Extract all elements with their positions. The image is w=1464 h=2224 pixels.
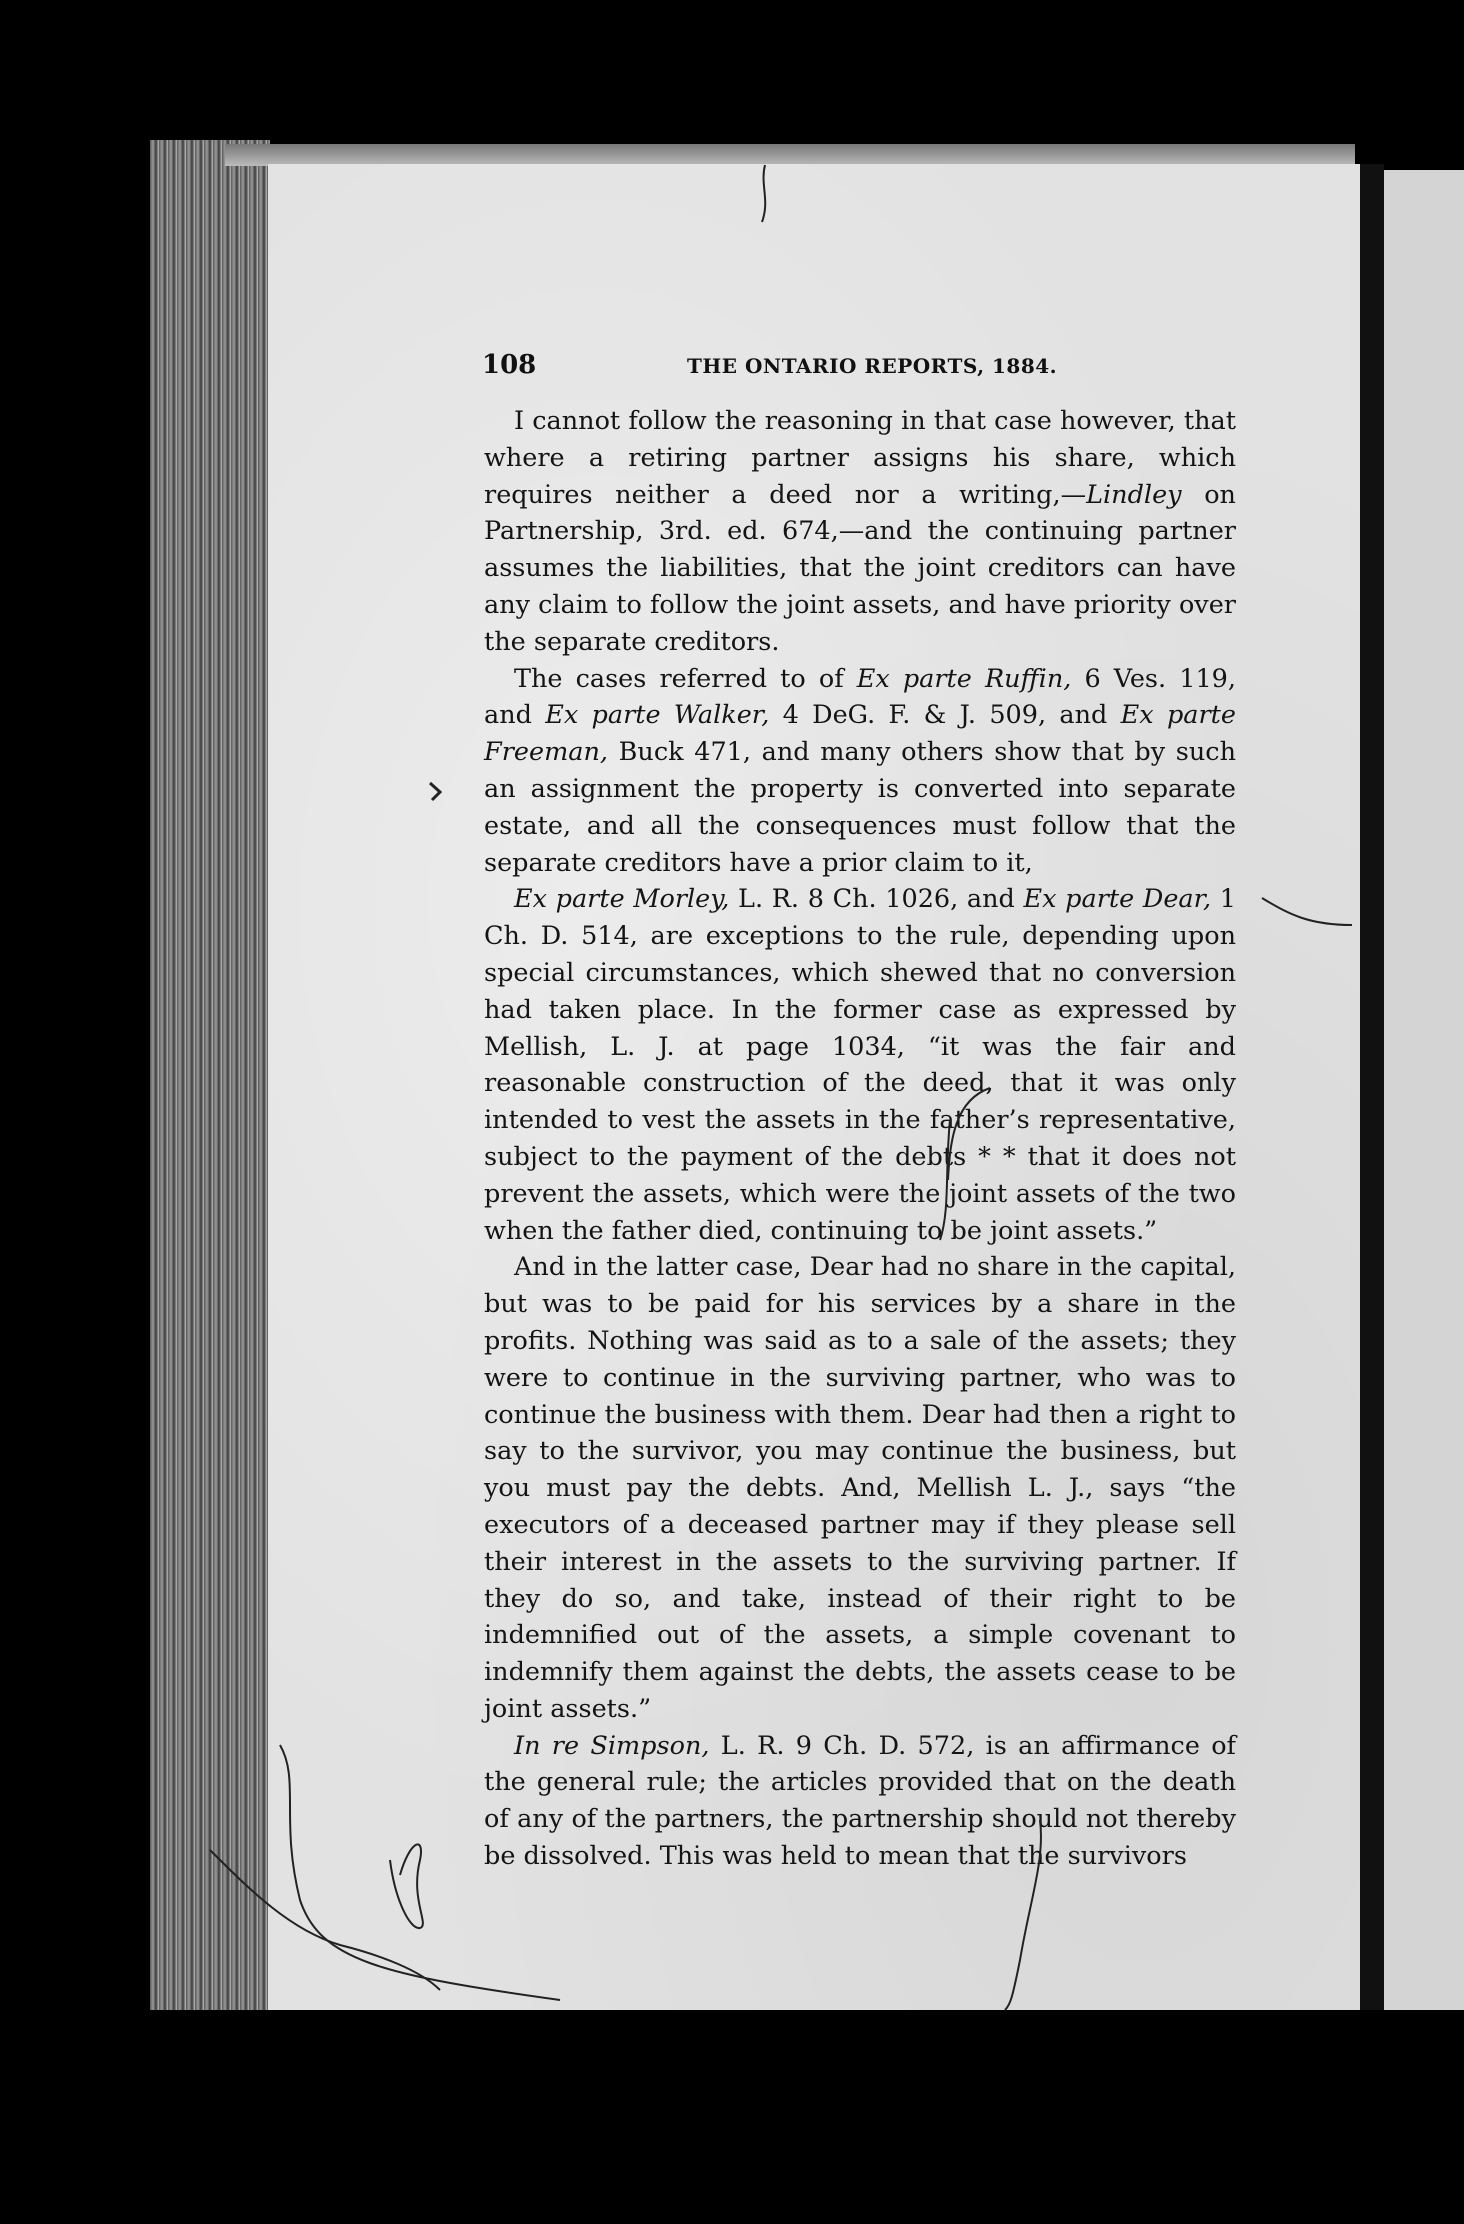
paragraph [484, 661, 1236, 882]
case-citation: Ex parte Ruffin, [856, 663, 1072, 694]
facing-page-edge [1384, 170, 1464, 2010]
case-citation: Ex parte Walker, [545, 700, 770, 731]
case-citation: Ex parte Freeman, [484, 700, 1237, 768]
paragraph [484, 881, 1236, 1249]
body-text [484, 403, 1236, 1875]
book-gutter-shadow [1360, 164, 1384, 2010]
case-citation: In re Simpson, [514, 1730, 710, 1761]
text-run: Buck 471, and many others show that by such an assignment the property is converted into separate estate, and all the consequences must follow that the separate creditors have a prior claim to it, [484, 737, 1236, 878]
text-run: The cases referred to of [514, 663, 857, 694]
text-run: L. R. 8 Ch. 1026, and [729, 884, 1024, 915]
paragraph [484, 1728, 1236, 1875]
paragraph [484, 403, 1236, 661]
running-header [482, 350, 1242, 390]
text-run: L. R. 9 Ch. D. 572, is an affirmance of the general rule; the articles provided that on the death of any of the partners, the partnership should not thereby be dissolved. This was held to mean that the survivors [484, 1730, 1236, 1872]
book-page-edges [150, 140, 270, 2010]
page-number: 108 [482, 350, 537, 380]
running-title: THE ONTARIO REPORTS, 1884. [687, 354, 1058, 378]
text-run: 4 DeG. F. & J. 509, and [769, 700, 1121, 731]
case-citation: Ex parte Morley, [514, 884, 730, 915]
text-run: 1 Ch. D. 514, are exceptions to the rule, depending upon special circumstances, which shewed that no conversion had taken place. In the former case as expressed by Mellish, L. J. at page 1034, “it was the fair and reasonable construction of the deed, that it was only intended to vest the assets in the father’s representative, subject to the payment of the debts * * that it does not prevent the assets, which were the joint assets of the two when the father died, continuing to be joint assets.” [484, 884, 1236, 1246]
case-citation: Ex parte Dear, [1023, 884, 1212, 915]
case-citation: Lindley [1086, 479, 1182, 510]
text-run: I cannot follow the reasoning in that case however, that where a retiring partner assigns his share, which requires neither a deed nor a writing,— [484, 406, 1236, 510]
paragraph [484, 1249, 1236, 1727]
text-run: 6 Ves. 119, and [484, 663, 1236, 731]
page-top-edge [225, 144, 1355, 166]
text-run: on Partnership, 3rd. ed. 674,—and the continuing partner assumes the liabilities, that the joint creditors can have any claim to follow the joint assets, and have priority over the separate creditors. [484, 479, 1236, 657]
text-run: And in the latter case, Dear had no share in the capital, but was to be paid for his services by a share in the profits. Nothing was said as to a sale of the assets; they were to continue in the surviving partner, who was to continue the business with them. Dear had then a right to say to the survivor, you may continue the business, but you must pay the debts. And, Mellish L. J., says “the executors of a deceased partner may if they please sell their interest in the assets to the surviving partner. If they do so, and take, instead of their right to be indemnified out of the assets, a simple covenant to indemnify them against the debts, the assets cease to be joint assets.” [484, 1252, 1236, 1724]
